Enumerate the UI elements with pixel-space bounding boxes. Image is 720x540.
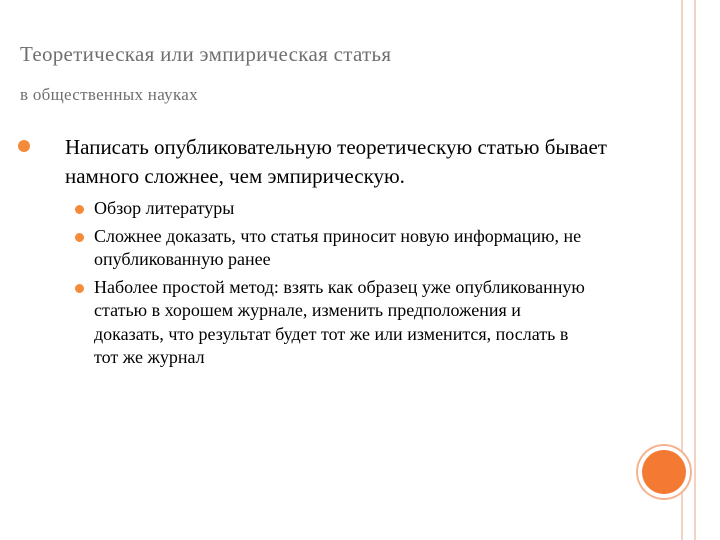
bullet-dot-icon bbox=[75, 284, 84, 293]
slide-content bbox=[18, 133, 618, 374]
sub-bullet-text: Сложнее доказать, что статья приносит новую информацию, не опубликованную ранее bbox=[94, 225, 582, 269]
slide-title bbox=[20, 40, 391, 106]
sub-bullet bbox=[65, 225, 594, 272]
bullet-dot-icon bbox=[75, 233, 84, 242]
bullet-dot-icon bbox=[18, 140, 30, 152]
sub-bullet bbox=[65, 276, 594, 370]
main-bullet-text: Написать опубликовательную теоретическую статью бывает намного сложнее, чем эмпирическую. bbox=[65, 135, 607, 188]
sub-bullet-text: Наболее простой метод: взять как образец уже опубликованную статью в хорошем журнале, изменить предположения и доказать, что результат будет тот же или изменится, послать в тот же журнал bbox=[94, 276, 585, 367]
bullet-dot-icon bbox=[75, 205, 84, 214]
sub-bullet-list bbox=[18, 197, 618, 370]
sub-bullet bbox=[65, 197, 594, 221]
title-line-1: Теоретическая или эмпирическая статья bbox=[20, 42, 392, 66]
frame-line-right bbox=[694, 0, 696, 540]
main-bullet bbox=[18, 133, 618, 191]
title-line-2: в общественных науках bbox=[20, 85, 198, 104]
sub-bullet-text: Обзор литературы bbox=[94, 198, 235, 218]
orange-circle-decoration bbox=[642, 450, 686, 494]
